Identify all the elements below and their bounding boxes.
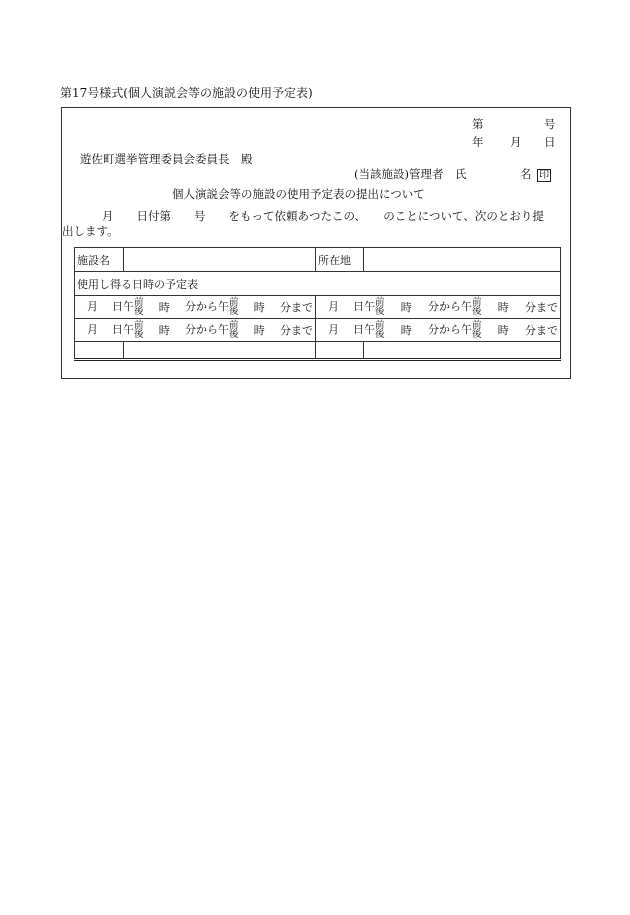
form-frame — [61, 107, 571, 379]
addressee: 遊佐町選挙管理委員会委員長 殿 — [80, 152, 253, 166]
schedule-row-2 — [75, 319, 561, 342]
body-line-2: 出します。 — [62, 224, 119, 238]
location-value — [364, 248, 561, 272]
date-year: 年 — [472, 135, 484, 149]
schedule-row-1 — [75, 296, 561, 319]
empty-cell — [364, 342, 561, 360]
schedule-slot: 月 日午前 後 時 分から午前 後 時 分まで — [75, 296, 316, 319]
schedule-slot: 月 日午前 後 時 分から午前 後 時 分まで — [316, 296, 561, 319]
seal-icon: 印 — [539, 170, 550, 181]
schedule-label-row — [75, 272, 561, 296]
empty-cell — [316, 342, 364, 360]
manager-label: (当該施設)管理者 氏 — [354, 167, 467, 181]
schedule-label: 使用し得る日時の予定表 — [75, 272, 561, 296]
date-day: 日 — [544, 135, 556, 149]
facility-row — [75, 248, 561, 272]
body-line-1: 月 日付第 号 をもって依頼あつたこの、 のことについて、次のとおり提 — [102, 209, 544, 223]
empty-row — [75, 342, 561, 360]
form-title: 第17号様式(個人演説会等の施設の使用予定表) — [60, 86, 313, 100]
subject: 個人演説会等の施設の使用予定表の提出について — [172, 187, 425, 201]
date-month: 月 — [510, 135, 522, 149]
name-label: 名 — [520, 167, 532, 181]
schedule-slot: 月 日午前 後 時 分から午前 後 時 分まで — [75, 319, 316, 342]
name-label-group — [520, 167, 551, 182]
empty-cell — [124, 342, 316, 360]
schedule-table — [74, 247, 561, 361]
facility-label: 施設名 — [75, 248, 124, 272]
number-suffix: 号 — [544, 117, 556, 131]
number-prefix: 第 — [472, 117, 484, 131]
location-label: 所在地 — [316, 248, 364, 272]
empty-cell — [75, 342, 124, 360]
facility-value — [124, 248, 316, 272]
schedule-slot: 月 日午前 後 時 分から午前 後 時 分まで — [316, 319, 561, 342]
